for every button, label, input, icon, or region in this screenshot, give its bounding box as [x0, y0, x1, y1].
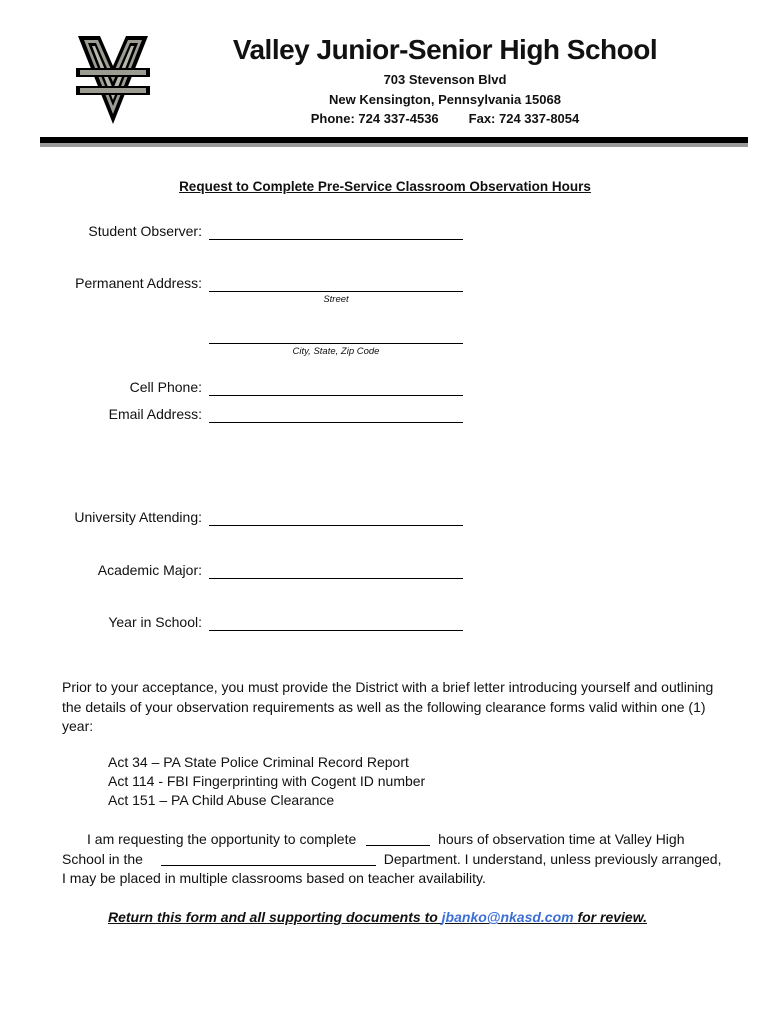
clearance-act-114: Act 114 - FBI Fingerprinting with Cogent ID number — [108, 773, 426, 789]
city-state-zip-field[interactable] — [209, 343, 463, 344]
cell-phone-label: Cell Phone: — [129, 379, 202, 395]
city-state-zip-caption: City, State, Zip Code — [292, 346, 380, 357]
academic-major-label: Academic Major: — [97, 562, 202, 578]
department-field[interactable] — [161, 851, 376, 866]
return-email-link[interactable]: jbanko@nkasd.com — [441, 909, 574, 925]
street-field[interactable] — [209, 291, 463, 292]
street-caption: Street — [323, 294, 349, 305]
school-name: Valley Junior-Senior High School — [232, 34, 658, 65]
request-text-5: I may be placed in multiple classrooms based on teacher availability. — [62, 870, 486, 886]
request-paragraph — [62, 830, 722, 889]
request-text-4: Department. I understand, unless previously arranged, — [383, 850, 722, 867]
phone-number: Phone: 724 337-4536 — [310, 111, 439, 126]
academic-major-field[interactable] — [209, 578, 463, 579]
return-suffix: for review. — [573, 909, 647, 925]
clearance-act-34: Act 34 – PA State Police Criminal Record Report — [108, 754, 409, 770]
hours-field[interactable] — [366, 831, 430, 846]
address-city: New Kensington, Pennsylvania 15068 — [329, 92, 561, 107]
fax-number: Fax: 724 337-8054 — [468, 111, 580, 126]
request-text-1: I am requesting the opportunity to complete — [87, 831, 357, 847]
request-text-3: School in the — [62, 850, 143, 867]
header-divider-shadow — [40, 143, 748, 147]
address-street: 703 Stevenson Blvd — [383, 72, 507, 87]
student-observer-label: Student Observer: — [88, 223, 202, 239]
intro-paragraph: Prior to your acceptance, you must provide the District with a brief letter introducing yourself and outlining the details of your observation requirements as well as the following clearance forms valid within one (1) year: — [62, 679, 714, 734]
request-text-2: hours of observation time at Valley High — [438, 831, 685, 847]
permanent-address-label: Permanent Address: — [75, 275, 202, 291]
university-field[interactable] — [209, 525, 463, 526]
valley-v-logo-icon — [76, 34, 150, 126]
cell-phone-field[interactable] — [209, 395, 463, 396]
return-prefix: Return this form and all supporting documents to — [108, 909, 442, 925]
return-instructions — [108, 909, 647, 925]
university-label: University Attending: — [74, 509, 202, 525]
year-in-school-field[interactable] — [209, 630, 463, 631]
contact-line — [190, 111, 700, 126]
student-observer-field[interactable] — [209, 239, 463, 240]
clearance-act-151: Act 151 – PA Child Abuse Clearance — [108, 792, 335, 808]
form-title: Request to Complete Pre-Service Classroom Observation Hours — [179, 179, 591, 194]
email-address-field[interactable] — [209, 422, 463, 423]
year-in-school-label: Year in School: — [108, 614, 202, 630]
email-address-label: Email Address: — [108, 406, 202, 422]
